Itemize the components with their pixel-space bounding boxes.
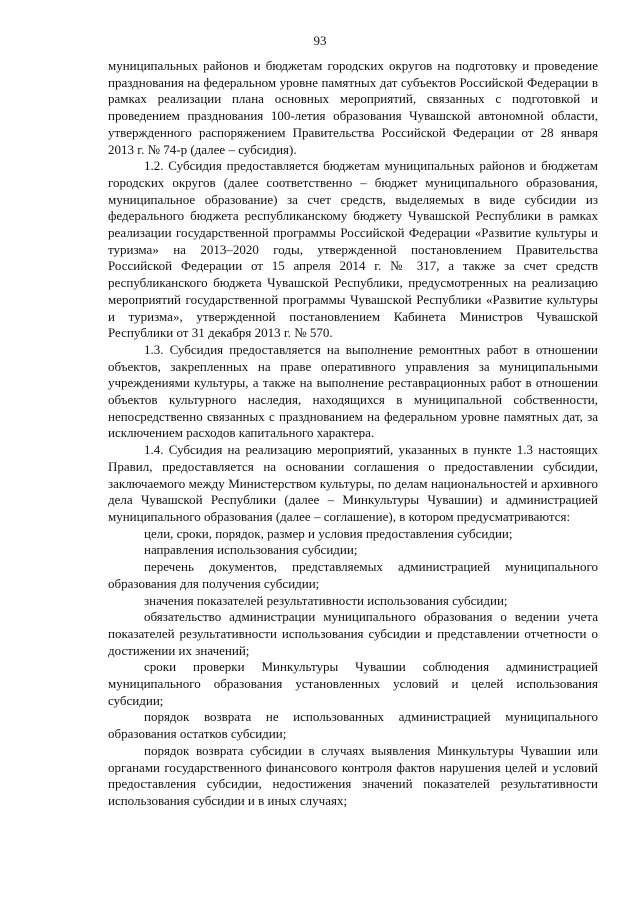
list-item-inspection: сроки проверки Минкультуры Чувашии соблюдения администрацией муниципального образования установленных условий и целей использования субсидии; [108,659,598,708]
paragraph-1-2: 1.2. Субсидия предоставляется бюджетам муниципальных районов и бюджетам городских округов (далее соответственно – бюджет муниципального образования, муниципальное образование) за счет средств, выделяемых в виде субсидии из федерального бюджета республиканскому бюджету Чувашской Республики в рамках реализации государственной программы Российской Федерации «Развитие культуры и туризма» на 2013–2020 годы, утвержденной постановлением Правительства Российской Федерации от 15 апреля 2014 г. № 317, а также за счет средств республиканского бюджета Чувашской Республики, предусмотренных на реализацию мероприятий государственной программы Чувашской Республики «Развитие культуры и туризма», утвержденной постановлением Кабинета Министров Чувашской Республики от 31 декабря 2013 г. № 570. [108,158,598,341]
list-item-return-violations: порядок возврата субсидии в случаях выявления Минкультуры Чувашии или органами государственного финансового контроля фактов нарушения целей и условий предоставления субсидии, недостижения значений показателей результативности использования субсидии и в иных случаях; [108,742,598,808]
paragraph-continuation: муниципальных районов и бюджетам городских округов на подготовку и проведение празднования на федеральном уровне памятных дат субъектов Российской Федерации в рамках реализации плана основных мероприятий, связанных с подготовкой и проведением празднования 100-летия образования Чувашской автономной области, утвержденного распоряжением Правительства Российской Федерации от 28 января 2013 г. № 74-р (далее – субсидия). [108,58,598,157]
page-number: 93 [313,33,327,48]
list-item-directions: направления использования субсидии; [144,542,358,558]
list-item-documents: перечень документов, представляемых администрацией муниципального образования для получения субсидии; [108,559,598,591]
list-item-return-remainders: порядок возврата не использованных администрацией муниципального образования остатков субсидии; [108,709,598,742]
list-item-obligation: обязательство администрации муниципального образования о ведении учета показателей результативности использования субсидии и представлении отчетности о достижении их значений; [108,609,598,658]
list-item-indicators: значения показателей результативности использования субсидии; [144,592,508,608]
document-body [108,58,598,810]
paragraph-1-3: 1.3. Субсидия предоставляется на выполнение ремонтных работ в отношении объектов, закрепленных на праве оперативного управления за муниципальными учреждениями культуры, а также на выполнение реставрационных работ в отношении объектов культурного наследия, находящихся в муниципальной собственности, непосредственно связанных с празднованием на федеральном уровне памятных дат, за исключением расходов капитального характера. [108,341,598,441]
paragraph-1-4: 1.4. Субсидия на реализацию мероприятий, указанных в пункте 1.3 настоящих Правил, предоставляется на основании соглашения о предоставлении субсидии, заключаемого между Министерством культуры, по делам национальностей и архивного дела Чувашской Республики (далее – Минкультуры Чувашии) и администрацией муниципального образования (далее – соглашение), в котором предусматриваются: [108,442,598,524]
list-item-goals: цели, сроки, порядок, размер и условия предоставления субсидии; [144,525,513,541]
